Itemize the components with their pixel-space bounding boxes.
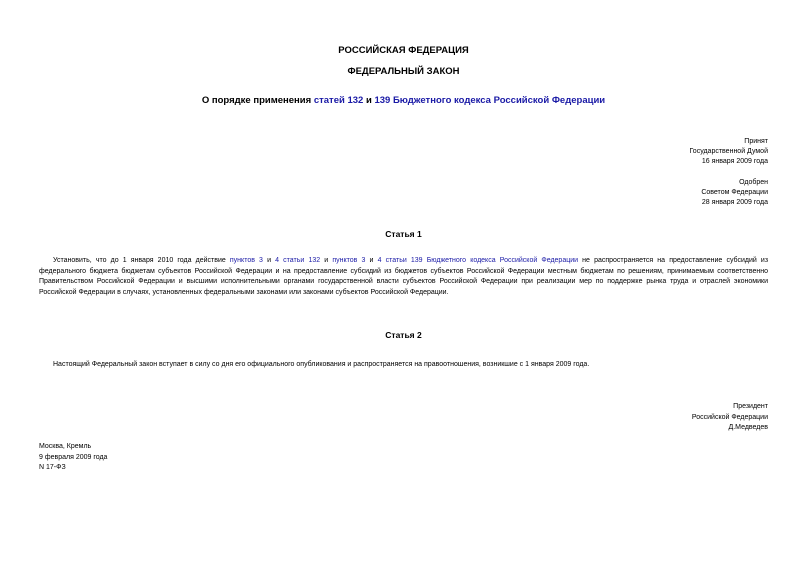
article-1-heading: Статья 1 — [385, 229, 422, 239]
title-link-article-132[interactable]: статей 132 — [313, 95, 364, 106]
signing-date: 9 февраля 2009 года — [39, 453, 108, 461]
doc-type-heading: ФЕДЕРАЛЬНЫЙ ЗАКОН — [347, 66, 460, 77]
article-2-heading: Статья 2 — [385, 330, 422, 340]
adopted-block — [689, 137, 768, 167]
signature-block — [692, 402, 768, 434]
link-item-4-art-139[interactable]: 4 статьи 139 Бюджетного кодекса Российской Федерации — [377, 257, 579, 264]
article-1-line-3: Правительством Российской Федерации и высшими исполнительными органами государственной власти субъектов Российской Федерации при реализации мер по поддержке рынка труда и отраслей экономики — [39, 278, 768, 285]
country-heading: РОССИЙСКАЯ ФЕДЕРАЦИЯ — [338, 45, 469, 56]
law-title-and: и — [363, 95, 375, 106]
approved-date: 28 января 2009 года — [701, 199, 768, 206]
signature-country: Российской Федерации — [691, 413, 768, 421]
article-1-line-4: Российской Федерации в случаях, установленных федеральными законами или законами субъектов Российской Федерации. — [39, 288, 449, 296]
article-1-line-2: федерального бюджета бюджетам субъектов Российской Федерации и на предоставление субсидий из бюджетов субъектов Российской Федерации местным бюджетам по решениям, принимаемым соответственно — [39, 267, 768, 275]
adopted-label: Принят — [744, 138, 768, 145]
law-title — [0, 95, 807, 107]
link-items-3-art-139[interactable]: пунктов 3 — [332, 257, 366, 264]
article-1-line-1: Установить, что до 1 января 2010 года действие пунктов 3 и 4 статьи 132 и пунктов 3 и 4 статьи 139 Бюджетного кодекса Российской Федерации не распространяется на предоставление субсидий из — [53, 257, 769, 264]
law-number: N 17-ФЗ — [39, 464, 66, 471]
approved-label: Одобрен — [739, 179, 768, 186]
approved-body: Советом Федерации — [701, 189, 768, 196]
article-1-text — [39, 256, 768, 298]
place-date-block — [39, 442, 107, 474]
law-title-prefix: О порядке применения — [201, 95, 314, 106]
adopted-date: 16 января 2009 года — [701, 158, 768, 165]
link-items-3-art-132[interactable]: пунктов 3 — [229, 257, 263, 264]
article-2-text: Настоящий Федеральный закон вступает в силу со дня его официального опубликования и распространяется на правоотношения, возникшие с 1 января 2009 года. — [53, 361, 590, 368]
approved-block — [701, 178, 768, 208]
title-link-article-139[interactable]: 139 Бюджетного кодекса Российской Федерации — [374, 95, 606, 106]
place: Москва, Кремль — [39, 443, 92, 450]
adopted-body: Государственной Думой — [689, 148, 768, 155]
signature-name: Д.Медведев — [728, 424, 768, 431]
link-item-4-art-132[interactable]: 4 статьи 132 — [275, 257, 321, 264]
signature-title: Президент — [733, 403, 768, 410]
